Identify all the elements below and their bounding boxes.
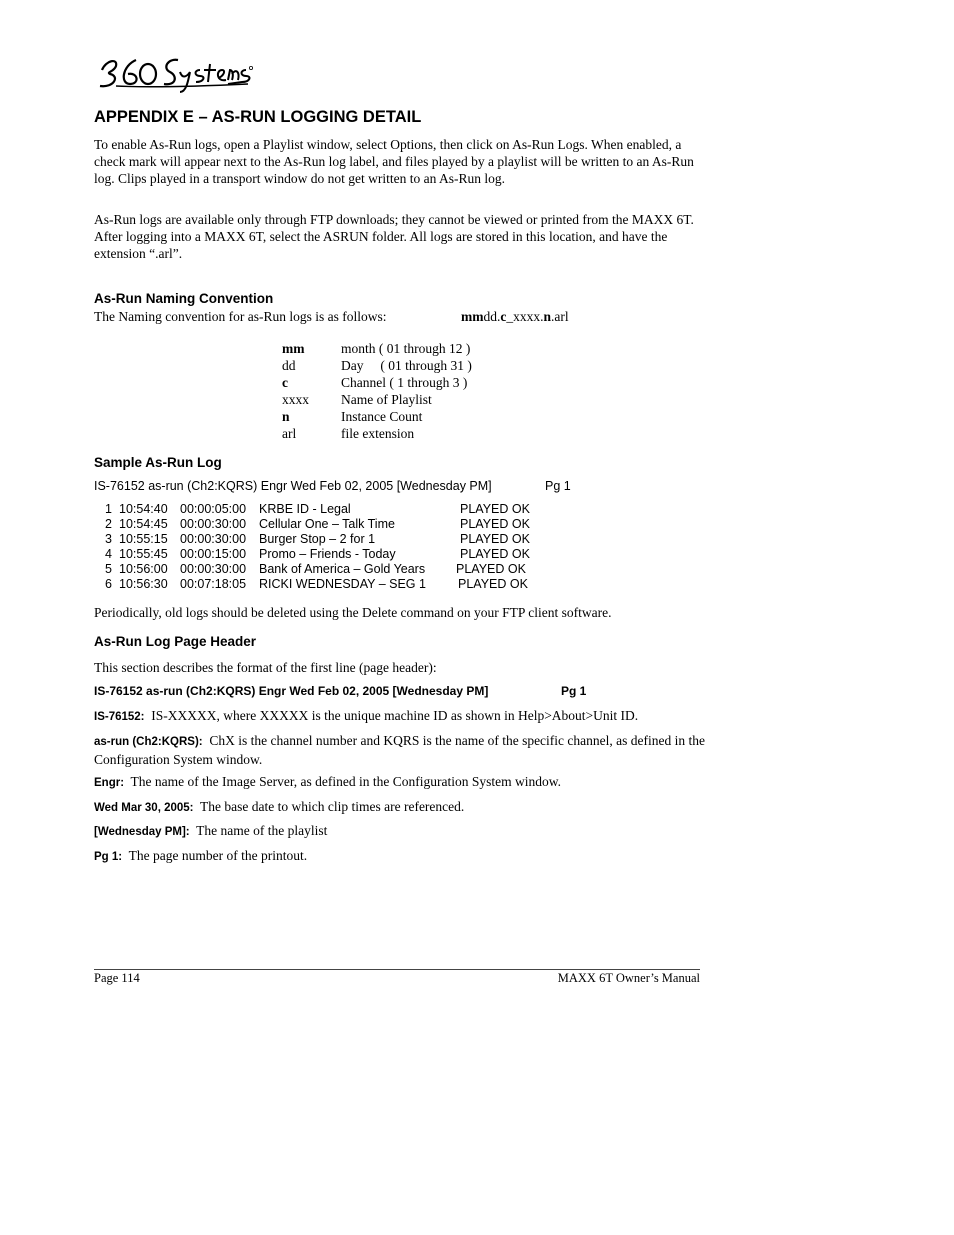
- definition-text: The name of the Image Server, as defined in the Configuration System window.: [130, 774, 562, 789]
- definition-label: IS-76152:: [94, 711, 145, 723]
- definition-label: Pg 1:: [94, 851, 123, 863]
- log-title: Cellular One – Talk Time: [259, 517, 395, 531]
- definition-text: The name of the playlist: [196, 823, 328, 838]
- naming-key: xxxx: [282, 392, 309, 407]
- log-duration: 00:07:18:05: [180, 577, 247, 591]
- naming-desc: Channel ( 1 through 3 ): [341, 375, 468, 390]
- definition-text: The page number of the printout.: [128, 848, 308, 863]
- pattern-mm: mm: [461, 309, 484, 324]
- naming-key: dd: [282, 358, 296, 373]
- log-row: [96, 517, 530, 532]
- naming-desc: Instance Count: [341, 409, 423, 424]
- log-title: Bank of America – Gold Years: [259, 562, 426, 576]
- definition-text: IS-XXXXX, where XXXXX is the unique machine ID as shown in Help>About>Unit ID.: [151, 708, 639, 723]
- page-header-heading: As-Run Log Page Header: [94, 634, 257, 649]
- naming-pattern: [461, 308, 569, 325]
- log-time: 10:56:30: [119, 577, 168, 591]
- sample-log-table: [96, 502, 530, 592]
- log-row: [96, 532, 530, 547]
- pattern-c: c: [500, 309, 507, 324]
- definition-label: [Wednesday PM]:: [94, 826, 190, 838]
- page-header-intro: This section describes the format of the first line (page header):: [94, 660, 437, 675]
- log-duration: 00:00:30:00: [180, 562, 247, 576]
- log-status: PLAYED OK: [460, 532, 530, 546]
- log-row: [96, 577, 528, 592]
- naming-convention-intro: The Naming convention for as-Run logs is as follows:: [94, 309, 387, 324]
- log-num: 2: [105, 517, 112, 531]
- log-duration: 00:00:30:00: [180, 532, 247, 546]
- definition-item: [94, 847, 714, 866]
- log-title: RICKI WEDNESDAY – SEG 1: [259, 577, 426, 591]
- logo-graphic: [96, 48, 256, 96]
- log-row: [96, 562, 526, 577]
- naming-desc: month ( 01 through 12 ): [341, 341, 471, 356]
- naming-row: [282, 408, 472, 425]
- log-duration: 00:00:05:00: [180, 502, 247, 516]
- naming-row: [282, 425, 472, 442]
- definition-item: [94, 707, 714, 726]
- log-time: 10:55:45: [119, 547, 168, 561]
- definition-item: [94, 822, 714, 841]
- sample-log-heading: Sample As-Run Log: [94, 455, 222, 470]
- naming-desc: file extension: [341, 426, 415, 441]
- footer-page-number: Page 114: [94, 971, 140, 985]
- pattern-ext: .arl: [551, 309, 569, 324]
- definition-item: [94, 798, 714, 817]
- log-time: 10:54:40: [119, 502, 168, 516]
- pattern-n: n: [543, 309, 552, 324]
- footer-rule: [94, 969, 700, 970]
- log-num: 3: [105, 532, 112, 546]
- company-logo: [96, 48, 256, 96]
- page-header-example-page: Pg 1: [561, 684, 587, 698]
- page-header-example: IS-76152 as-run (Ch2:KQRS) Engr Wed Feb 02, 2005 [Wednesday PM]: [94, 684, 489, 698]
- log-row: [96, 502, 530, 517]
- naming-desc: Day ( 01 through 31 ): [341, 358, 472, 373]
- log-time: 10:56:00: [119, 562, 168, 576]
- naming-row: [282, 374, 472, 391]
- naming-key: arl: [282, 426, 297, 441]
- definition-label: Wed Mar 30, 2005:: [94, 802, 194, 814]
- log-time: 10:54:45: [119, 517, 168, 531]
- log-title: Promo – Friends - Today: [259, 547, 396, 561]
- definition-item: [94, 773, 714, 792]
- pattern-xxxx: _xxxx.: [506, 309, 544, 324]
- naming-key: c: [282, 375, 288, 390]
- naming-row: [282, 340, 472, 357]
- naming-desc: Name of Playlist: [341, 392, 432, 407]
- definition-text: The base date to which clip times are referenced.: [200, 799, 465, 814]
- pattern-dd: dd.: [483, 309, 501, 324]
- definition-item: [94, 732, 706, 768]
- sample-log-header-line: IS-76152 as-run (Ch2:KQRS) Engr Wed Feb 02, 2005 [Wednesday PM]: [94, 479, 492, 493]
- log-title: Burger Stop – 2 for 1: [259, 532, 376, 546]
- log-num: 5: [105, 562, 112, 576]
- log-row: [96, 547, 530, 562]
- log-status: PLAYED OK: [460, 517, 530, 531]
- log-duration: 00:00:15:00: [180, 547, 247, 561]
- log-status: PLAYED OK: [456, 562, 526, 576]
- log-num: 6: [105, 577, 112, 591]
- log-status: PLAYED OK: [460, 502, 530, 516]
- log-num: 4: [105, 547, 112, 561]
- naming-key: n: [282, 409, 290, 424]
- sample-log-header-page: Pg 1: [545, 479, 571, 493]
- log-time: 10:55:15: [119, 532, 168, 546]
- intro-paragraph: To enable As-Run logs, open a Playlist window, select Options, then click on As-Run Logs. When enabled, a check mark will appear next to the As-Run log label, and files played by a playlist will be written to an As-Run log. Clips played in a transport window do not get written to an As-Run log.: [94, 137, 694, 186]
- naming-key: mm: [282, 341, 305, 356]
- naming-convention-heading: As-Run Naming Convention: [94, 291, 274, 306]
- ftp-paragraph: As-Run logs are available only through FTP downloads; they cannot be viewed or printed from the MAXX 6T. After logging into a MAXX 6T, select the ASRUN folder. All logs are stored in this location, and have the extension “.arl”.: [94, 212, 694, 261]
- definition-label: as-run (Ch2:KQRS):: [94, 736, 203, 748]
- definition-text: ChX is the channel number and KQRS is the name of the specific channel, as defined in the Configuration System window.: [94, 733, 705, 767]
- page-title: APPENDIX E – AS-RUN LOGGING DETAIL: [94, 108, 422, 126]
- log-title: KRBE ID - Legal: [259, 502, 351, 516]
- naming-row: [282, 391, 472, 408]
- naming-table: [282, 340, 472, 442]
- log-duration: 00:00:30:00: [180, 517, 247, 531]
- log-status: PLAYED OK: [460, 547, 530, 561]
- log-num: 1: [105, 502, 112, 516]
- definition-label: Engr:: [94, 777, 125, 789]
- delete-logs-paragraph: Periodically, old logs should be deleted using the Delete command on your FTP client software.: [94, 605, 612, 620]
- footer-manual-title: MAXX 6T Owner’s Manual: [557, 971, 700, 985]
- log-status: PLAYED OK: [458, 577, 528, 591]
- naming-row: [282, 357, 472, 374]
